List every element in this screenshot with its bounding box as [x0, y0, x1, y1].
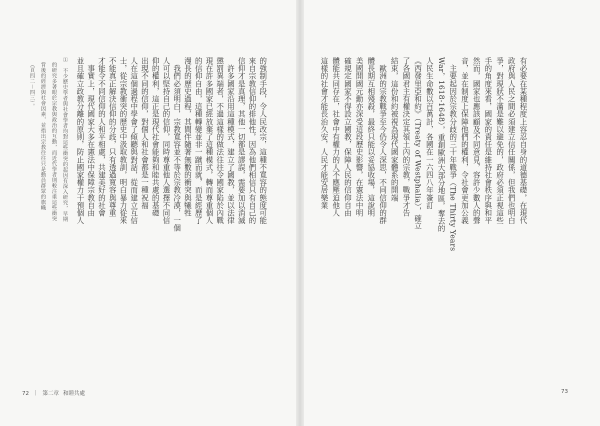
text-column: 仰的權利，這正是現代社會能夠和睦共處的基礎: [151, 57, 161, 217]
right-page-footer: [561, 389, 568, 395]
text-column: 手的角度來看，國家的責任是維持社會秩序與和平: [483, 57, 493, 225]
text-column: War，1618-1648），重創歐洲大部分地區，奪去的: [437, 57, 447, 233]
right-page: [300, 0, 600, 426]
text-column: 人民生命數以百萬計，各國在一六四八年簽訂: [425, 57, 435, 209]
text-column: 《西發里亞和約》（Treaty of Westphalia），確立: [413, 57, 423, 230]
text-column: 的強制手段，令人民改宗，這種不寬容的態度可能: [258, 57, 268, 225]
text-column: 懲罰異端者，不過這樣的做法往往令國家陷於內戰: [215, 57, 225, 225]
text-column: 出現不同的信仰，對個人和社會都是一種祝福: [140, 57, 150, 209]
page-number: 73: [561, 389, 568, 395]
text-column: 信仰才是真理，其他一切都是謬誤，需要加以消滅: [237, 57, 247, 225]
text-column: 人在這個過程中學會了傾聽與對話，從而建立互信: [129, 57, 139, 225]
book-gutter: [296, 0, 304, 426]
text-column: 結束，這份和約被視為現代國家體系的開端: [390, 57, 400, 202]
right-body-text: [320, 57, 528, 347]
text-column: 許多國家沿用這種模式，建立了國教，並以法律: [226, 57, 236, 225]
text-column: 確規定國家不得設立國教，保障人民的信仰自由: [343, 57, 353, 217]
text-column: 不能真正解決信仰的分歧，只有透過寬容與尊重: [108, 57, 118, 217]
text-column: 士，從宗教衝突的歷史中汲取教訓，明白暴力從來: [119, 57, 128, 225]
text-column: 主要起因於宗教分歧的三十年戰爭（The Thirty Years: [448, 57, 458, 252]
footnote-line: （頁四二－四三）。: [29, 62, 35, 109]
chapter-title: 和睦共處: [63, 391, 86, 397]
page-number: 72: [22, 391, 29, 397]
footer-separator: ｜: [33, 391, 39, 397]
text-column: 體長期互相殘殺，最終只能以妥協收場，這說明: [366, 57, 376, 217]
text-column: 歐洲的宗教戰爭至今仍令人深思，不同信仰的群: [378, 57, 388, 225]
footnote-line: ① 不少歷史學者與社會學者均對這些衝突的起因有深入研究，早期: [62, 57, 68, 222]
text-column: 這樣的社會才能長治久安，人民才能安居樂業: [320, 57, 329, 209]
text-column: 了各國君主有權決定其領土內的宗教，戰爭才告: [401, 57, 411, 217]
text-column: 體能共同存在，社會中有權力的人不應壓迫他人: [331, 57, 341, 217]
footnotes: [28, 57, 68, 347]
footnote-line: 背後的經濟與社會因素，並指出宗教往往只是動員群眾的旗幟: [40, 62, 46, 211]
left-page-footer: [22, 389, 89, 397]
text-column: 爭，對現狀不滿是難以避免的，政府必須正視這些: [495, 57, 505, 225]
chapter-label: 第二章: [42, 391, 60, 397]
text-column: 人可以堅持自己的信仰，同時尊重他人選擇不同信: [162, 57, 171, 225]
text-column: 美國開國元勳亦深受這段歷史影響，在憲法中明: [355, 57, 365, 217]
text-column: 事實上，現代國家大多在憲法中保障宗教自由: [86, 57, 96, 217]
footnote-line: 的研究多著眼於宗教與政治的互動，而近代學者則較注重這些衝突: [51, 62, 57, 222]
text-column: 的信仰自由，這種轉變並非一蹴而就，而是經歷了: [194, 57, 204, 225]
text-column: 音，並在制度上保障他們的權利，令社會更加公義: [460, 57, 470, 225]
text-column: 來自宗教信仰的排他性，因為他們相信只有自己的: [248, 57, 257, 225]
left-body-text: [76, 57, 268, 347]
text-column: 並且確立政教分離的原則，防止國家權力干預個人: [76, 57, 85, 225]
text-column: 我們必須明白，宗教寬容並不等於宗教冷漠，一個: [172, 57, 182, 232]
text-column: 然而，國家也應該顧及不同意見，容許少數人的聲: [472, 57, 482, 225]
text-column: 才能令不同信仰的人和平相處，共建美好的社會: [97, 57, 107, 217]
text-column: 漫長的歷史過程，其間伴隨著無數的衝突與犧牲: [183, 57, 193, 217]
text-column: 有必要在某種程度上容忍自身的道德基礎，在現代: [518, 57, 528, 225]
text-column: 現在許多國家已經放棄了這種模式，轉而尊重個人: [205, 57, 214, 225]
text-column: 政府與人民之間必須建立信任關係，但我們也明白: [507, 57, 517, 225]
